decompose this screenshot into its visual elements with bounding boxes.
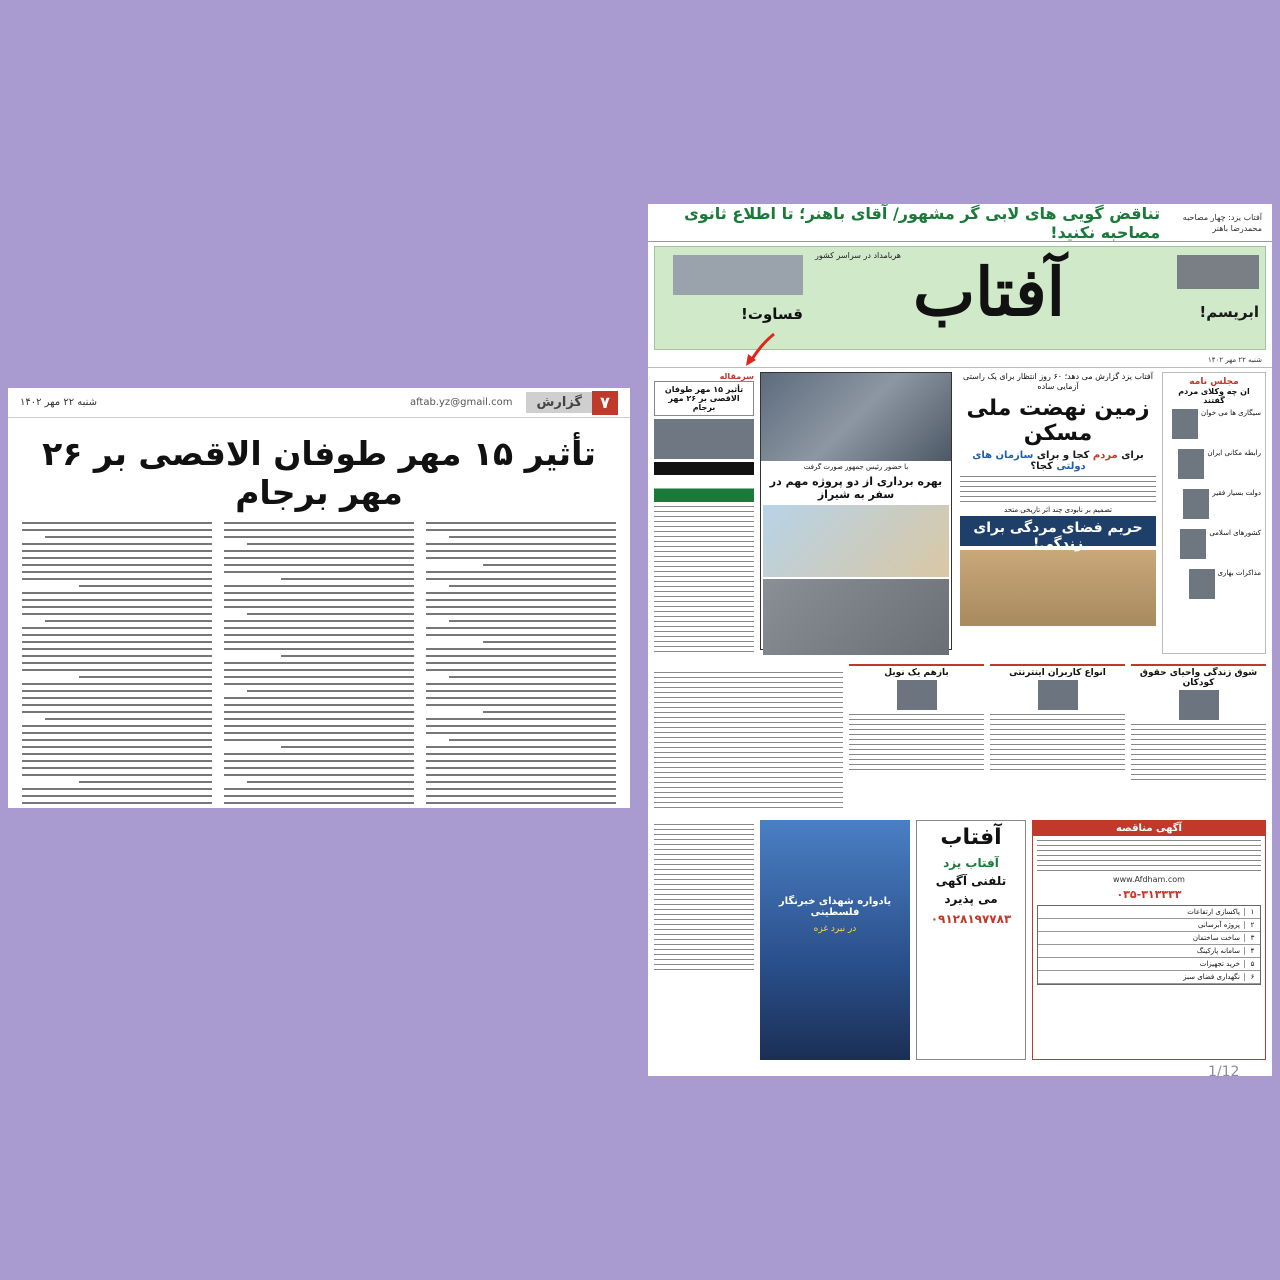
tender-title: آگهی مناقصه: [1033, 821, 1265, 836]
map-image: [763, 505, 949, 577]
sidebar-item: سیگاری ها می خوان: [1167, 409, 1261, 439]
parliament-sidebar: [1162, 372, 1266, 654]
clipping-date: شنبه ۲۲ مهر ۱۴۰۲: [20, 397, 98, 408]
clipping-header: [8, 388, 630, 418]
clipping-email: aftab.yz@gmail.com: [409, 397, 513, 408]
front-page-body: [648, 368, 1272, 1068]
editorial-column: [654, 372, 754, 656]
ad-logo: آفتاب: [940, 825, 1002, 850]
text-column: [654, 664, 843, 814]
editorial-text: [654, 506, 754, 652]
photo-caption: با حضور رئیس جمهور صورت گرفت: [803, 463, 909, 471]
tender-ad: [1032, 820, 1266, 1060]
bottom-row: [654, 820, 1266, 1060]
memorial-poster: [760, 820, 910, 1060]
table-row: ۶ نگهداری فضای سبز: [1038, 971, 1260, 984]
poster-subtitle: در نبرد غزه: [813, 924, 857, 934]
editorial-title: تأثیر ۱۵ مهر طوفان الاقصی بر ۲۶ مهر برجام: [654, 381, 754, 416]
article-title: تأثیر ۱۵ مهر طوفان الاقصی بر ۲۶ مهر برجام: [42, 434, 596, 512]
newspaper-logo: آفتاب: [912, 253, 1065, 331]
teaser-photo: [673, 255, 803, 295]
article-body: [8, 522, 630, 808]
page-number: ۷: [592, 391, 618, 415]
table-row: ۵ خرید تجهیزات: [1038, 958, 1260, 971]
visit-photo: [763, 579, 949, 655]
sidebar-item: رابطه مکانی ایران: [1167, 449, 1261, 479]
sidebar-item: مذاکرات بهاری: [1167, 569, 1261, 599]
note-column: بازهم یک نوبل: [849, 664, 984, 814]
tender-url: www.Afdham.com: [1113, 875, 1185, 884]
sidebar-item: دولت بسیار فقیر: [1167, 489, 1261, 519]
sidebar-subhead: ان چه وکلای مردم گفتند: [1178, 387, 1250, 405]
lead-title: زمین نهضت ملی مسکن: [966, 396, 1150, 446]
flag-photo: [654, 462, 754, 502]
ad-line: می پذیرد: [944, 892, 998, 906]
section-badge: [410, 391, 618, 415]
page-indicator: 1/12: [1208, 1064, 1240, 1080]
article-column: [426, 522, 616, 808]
dateline: شنبه ۲۲ مهر ۱۴۰۲: [648, 354, 1272, 368]
sidebar-head: مجلس نامه: [1189, 377, 1239, 387]
author-photo: [654, 419, 754, 459]
main-photo-story: [760, 372, 952, 650]
banner-kicker: تصمیم بر نابودی چند اثر تاریخی متحد: [1004, 506, 1112, 514]
banner-title: حریم فضای مردگی برای زندگی!: [960, 516, 1156, 546]
lead-kicker: آفتاب یزد گزارش می دهد؛ ۶۰ روز انتظار برای یک راستی آزمایی ساده: [963, 372, 1153, 391]
lead-text: [960, 476, 1156, 502]
photo-story-title: بهره برداری از دو پروژه مهم در سفر به شیراز: [769, 475, 943, 501]
masthead-right-teaser: [1167, 255, 1259, 321]
table-row: ۲ پروژه آبرسانی: [1038, 919, 1260, 932]
tender-phone: ۰۳۵-۳۱۳۳۳۳: [1116, 888, 1182, 901]
ad-phone: ۰۹۱۲۸۱۹۷۷۸۳: [930, 912, 1012, 926]
writer-photo: [1038, 680, 1078, 710]
text-column: [654, 820, 754, 1060]
mp-photo: [1180, 529, 1206, 559]
lead-subtitle: برای مردم کجا و برای سازمان های دولتی کجا؟: [972, 450, 1144, 472]
sidebar-item: کشورهای اسلامی: [1167, 529, 1261, 559]
heritage-photo: [960, 550, 1156, 626]
mp-photo: [1189, 569, 1215, 599]
editorial-tag: سرمقاله: [719, 372, 754, 381]
slogan: هربامداد در سراسر کشور: [815, 251, 902, 260]
article-column: [22, 522, 212, 808]
mp-photo: [1178, 449, 1204, 479]
article-clipping: [8, 388, 630, 808]
note-column: انواع کاربران اینترنتی: [990, 664, 1125, 814]
top-kicker: آفتاب یزد: چهار مصاحبه محمدرضا باهنر: [1182, 212, 1262, 233]
article-column: [224, 522, 414, 808]
table-row: ۴ سامانه پارکینگ: [1038, 945, 1260, 958]
mp-photo: [1183, 489, 1209, 519]
aftab-ad: [916, 820, 1026, 1060]
teaser-title-right: ابریسم!: [1199, 303, 1259, 321]
lead-story: [960, 372, 1156, 626]
note-column: شوق زندگی واحیای حقوق کودکان: [1131, 664, 1266, 814]
ad-line: تلفنی آگهی: [935, 874, 1007, 888]
section-label: گزارش: [526, 392, 592, 413]
teaser-title-left: قساوت!: [741, 305, 803, 323]
teaser-photo: [1177, 255, 1259, 289]
red-arrow-icon: [740, 330, 780, 370]
writer-photo: [897, 680, 937, 710]
top-headline: تناقض گویی های لابی گر مشهور/ آقای باهنر؛ تا اطلاع ثانوی مصاحبه نکنید!: [684, 204, 1161, 242]
tender-table: [1037, 905, 1261, 985]
top-headline-bar: [648, 204, 1272, 242]
masthead-left-teaser: [663, 255, 803, 323]
president-photo: [761, 373, 951, 461]
ad-line: آفتاب یزد: [943, 856, 999, 870]
writer-photo: [1179, 690, 1219, 720]
mp-photo: [1172, 409, 1198, 439]
table-row: ۱ پاکسازی ارتفاعات: [1038, 906, 1260, 919]
column-row: [654, 664, 1266, 814]
table-row: ۳ ساخت ساختمان: [1038, 932, 1260, 945]
poster-title: یادواره شهدای خبرنگار فلسطینی: [778, 896, 892, 918]
